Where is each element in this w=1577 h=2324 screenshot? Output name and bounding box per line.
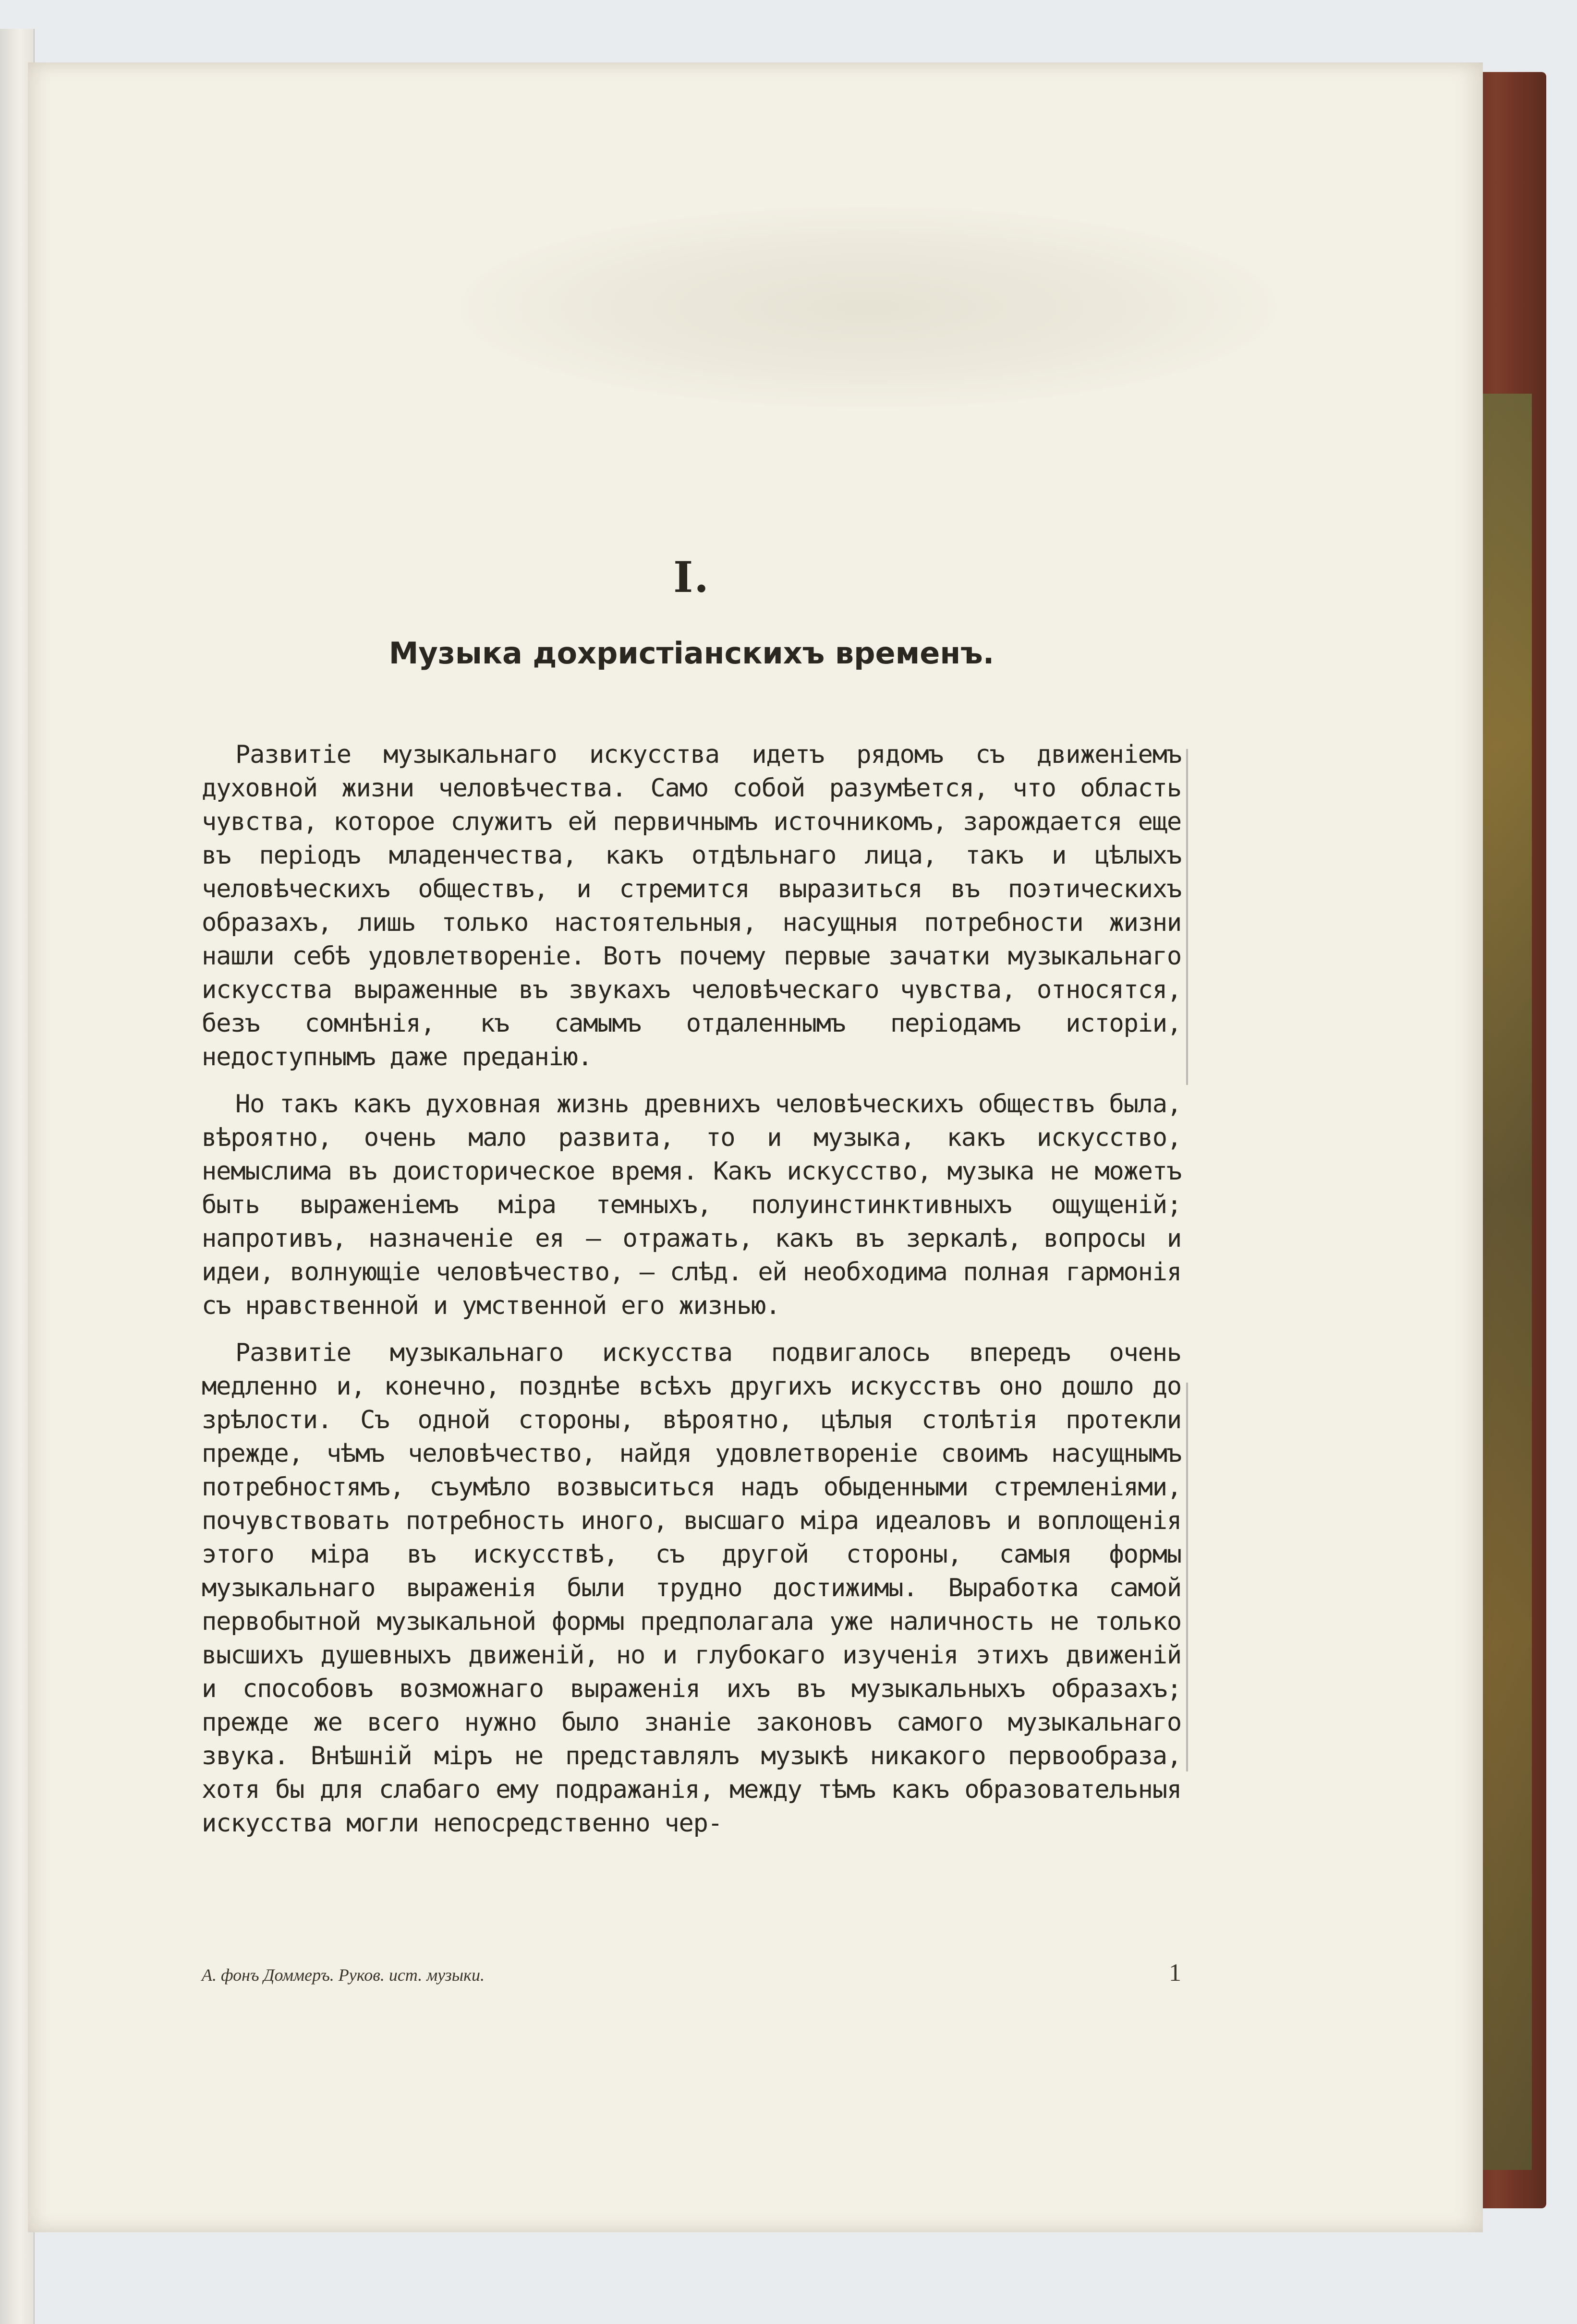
page-footer: [202, 1959, 1181, 1987]
chapter-number: I.: [673, 552, 710, 602]
footer-note: А. фонъ Доммеръ. Руков. ист. музыки.: [202, 1965, 485, 1985]
paragraph: Но такъ какъ духовная жизнь древнихъ человѣческихъ обществъ была, вѣроятно, очень мало развита, то и музыка, какъ искусство, немыслима въ доисторическое время. Какъ искусство, музыка не можетъ быть выраженіемъ міра темныхъ, полуинстинктивныхъ ощущеній; напротивъ, назначеніе ея — отражать, какъ въ зеркалѣ, вопросы и идеи, волнующіе человѣчество, — слѣд. ей необходима полная гармонія съ нравственной и умственной его жизнью.: [202, 1090, 1181, 1320]
book-cover-marbling: [1479, 394, 1532, 2170]
chapter-title: Музыка дохристіанскихъ временъ.: [388, 636, 995, 671]
paragraph: Развитіе музыкальнаго искусства подвигалось впередъ очень медленно и, конечно, позднѣе всѣхъ другихъ искусствъ оно дошло до зрѣлости. Съ одной стороны, вѣроятно, цѣлыя столѣтія протекли прежде, чѣмъ человѣчество, найдя удовлетвореніе своимъ насущнымъ потребностямъ, съумѣло возвыситься надъ обыденными стремленіями, почувствовать потребность иного, высшаго міра идеаловъ и воплощенія этого міра въ искусствѣ, съ другой стороны, самыя формы музыкальнаго выраженія были трудно достижимы. Выработка самой первобытной музыкальной формы предполагала уже наличность не только высшихъ душевныхъ движеній, но и глубокаго изученія этихъ движеній и способовъ возможнаго выраженія ихъ въ музыкальныхъ образахъ; прежде же всего нужно было знаніе законовъ самого музыкальнаго звука. Внѣшній міръ не представлялъ музыкѣ никакого первообраза, хотя бы для слабаго ему подражанія, между тѣмъ какъ образовательныя искусства могли непосредственно чер-: [202, 1338, 1181, 1838]
body-text: [202, 738, 1181, 1840]
pencil-mark: [1186, 1383, 1188, 1771]
page-stain: [460, 206, 1276, 408]
pencil-mark: [1186, 749, 1188, 1085]
page-content: [202, 552, 1181, 1854]
page-number: 1: [1169, 1959, 1181, 1987]
paragraph: Развитіе музыкальнаго искусства идетъ рядомъ съ движеніемъ духовной жизни человѣчества. Само собой разумѣется, что область чувства, которое служитъ ей первичнымъ источникомъ, зарождается еще въ періодъ младенчества, какъ отдѣльнаго лица, такъ и цѣлыхъ человѣческихъ обществъ, и стремится выразиться въ поэтическихъ образахъ, лишь только настоятельныя, насущныя потребности жизни нашли себѣ удовлетвореніе. Вотъ почему первые зачатки музыкальнаго искусства выраженные въ звукахъ человѣческаго чувства, относятся, безъ сомнѣнія, къ самымъ отдаленнымъ періодамъ исторіи, недоступнымъ даже преданію.: [202, 740, 1181, 1072]
